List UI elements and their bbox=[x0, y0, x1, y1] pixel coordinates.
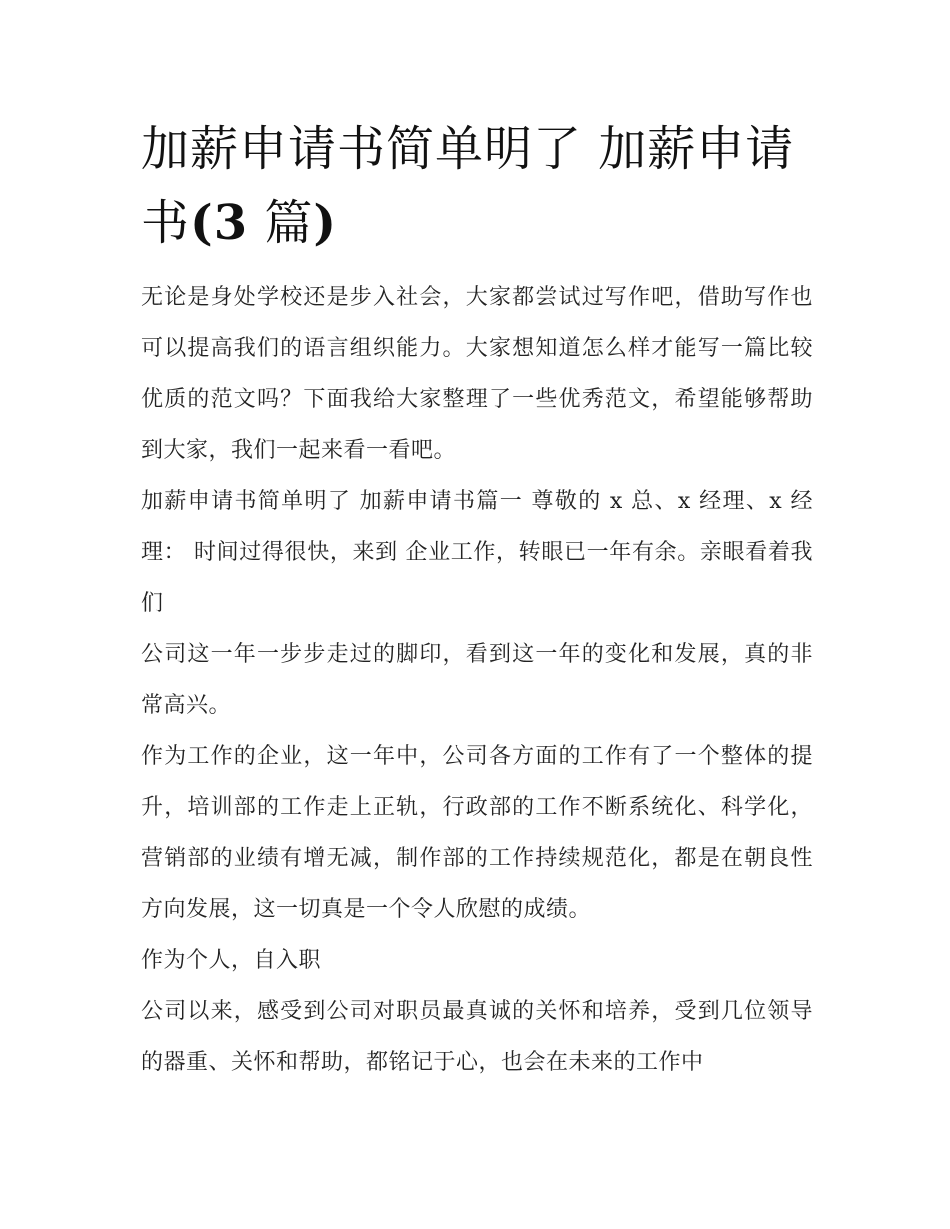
document-content bbox=[141, 112, 813, 1088]
paragraph-company-progress: 公司这一年一步步走过的脚印，看到这一年的变化和发展，真的非常高兴。 bbox=[141, 642, 813, 718]
title-line-1: 加薪申请书简单明了 加薪申请 bbox=[141, 121, 795, 177]
title-line-2-prefix: 书 bbox=[141, 195, 191, 251]
paragraph-company-development: 作为工作的企业，这一年中，公司各方面的工作有了一个整体的提升，培训部的工作走上正轨，行政部的工作不断系统化、科学化，营销部的业绩有增无减，制作部的工作持续规范化，都是在朝良性方向发展，这一切真是一个令人欣慰的成绩。 bbox=[141, 744, 813, 922]
title-line-2-close: ) bbox=[313, 195, 338, 251]
paragraph-intro: 无论是身处学校还是步入社会，大家都尝试过写作吧，借助写作也可以提高我们的语言组织能力。大家想知道怎么样才能写一篇比较优质的范文吗？下面我给大家整理了一些优秀范文，希望能够帮助到大家，我们一起来看一看吧。 bbox=[141, 285, 813, 463]
paragraph-personal: 作为个人，自入职 bbox=[141, 948, 322, 973]
title-line-2-unit: 篇 bbox=[248, 195, 314, 251]
paragraph-gratitude: 公司以来，感受到公司对职员最真诚的关怀和培养，受到几位领导的器重、关怀和帮助，都铭记于心，也会在未来的工作中 bbox=[141, 999, 813, 1075]
paragraph-salutation: 加薪申请书简单明了 加薪申请书篇一 尊敬的 x 总、x 经理、x 经理： 时间过得很快，来到 企业工作，转眼已一年有余。亲眼看着我们 bbox=[141, 489, 813, 616]
title-line-2-count: (3 bbox=[190, 195, 249, 251]
document-title bbox=[141, 112, 813, 260]
